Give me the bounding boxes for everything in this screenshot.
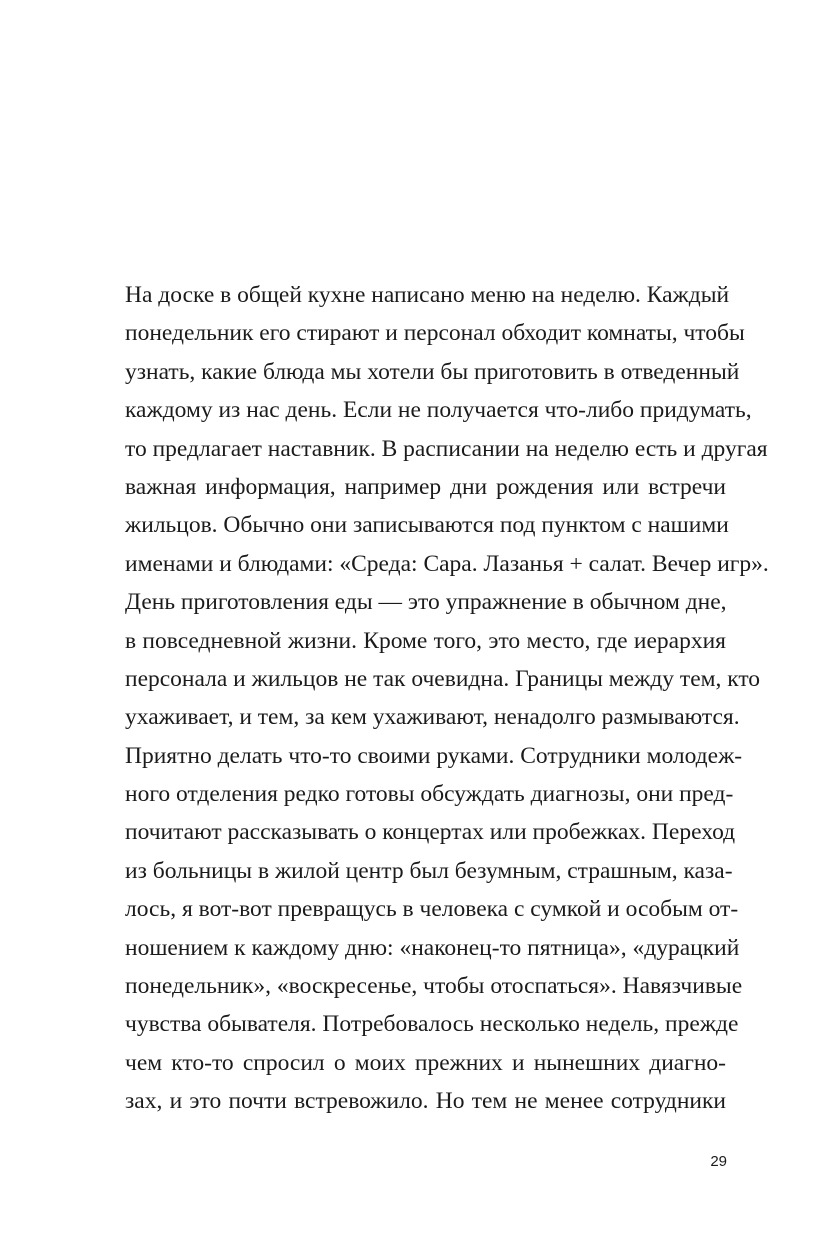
text-line: из больницы в жилой центр был безумным, страшным, каза- bbox=[125, 857, 733, 884]
text-line: зах, и это почти встревожило. Но тем не менее сотрудники bbox=[125, 1088, 726, 1115]
text-line: ухаживает, и тем, за кем ухаживают, ненадолго размываются. bbox=[125, 704, 740, 731]
text-line: На доске в общей кухне написано меню на неделю. Каждый bbox=[125, 282, 730, 308]
body-text bbox=[125, 276, 769, 1121]
text-line: ношением к каждому дню: «наконец-то пятница», «дурацкий bbox=[125, 934, 740, 961]
text-line: персонала и жильцов не так очевидна. Границы между тем, кто bbox=[125, 665, 761, 692]
text-line: лось, я вот-вот превращусь в человека с сумкой и особым от- bbox=[125, 896, 739, 923]
page-number: 29 bbox=[710, 1153, 727, 1170]
text-line: ного отделения редко готовы обсуждать диагнозы, они пред- bbox=[125, 781, 734, 808]
text-line: именами и блюдами: «Среда: Сара. Лазанья + салат. Вечер игр». bbox=[125, 550, 769, 577]
text-line: то предлагает наставник. В расписании на неделю есть и другая bbox=[125, 435, 768, 462]
text-line: Приятно делать что-то своими руками. Сотрудники молодеж- bbox=[125, 742, 743, 769]
text-line: чем кто-то спросил о моих прежних и нынешних диагно- bbox=[125, 1049, 726, 1076]
text-line: понедельник его стирают и персонал обходит комнаты, чтобы bbox=[125, 320, 745, 347]
text-line: узнать, какие блюда мы хотели бы приготовить в отведенный bbox=[125, 358, 740, 385]
text-line: понедельник», «воскресенье, чтобы отоспаться». Навязчивые bbox=[125, 973, 743, 1000]
text-line: День приготовления еды — это упражнение в обычном дне, bbox=[125, 589, 727, 616]
text-line: жильцов. Обычно они записываются под пунктом с нашими bbox=[125, 512, 729, 539]
text-line: в повседневной жизни. Кроме того, это место, где иерархия bbox=[125, 627, 726, 654]
text-line: чувства обывателя. Потребовалось несколько недель, прежде bbox=[125, 1011, 739, 1038]
text-line: почитают рассказывать о концертах или пробежках. Переход bbox=[125, 819, 736, 846]
text-line: важная информация, например дни рождения или встречи bbox=[125, 473, 726, 500]
text-line: каждому из нас день. Если не получается что-либо придумать, bbox=[125, 397, 752, 424]
